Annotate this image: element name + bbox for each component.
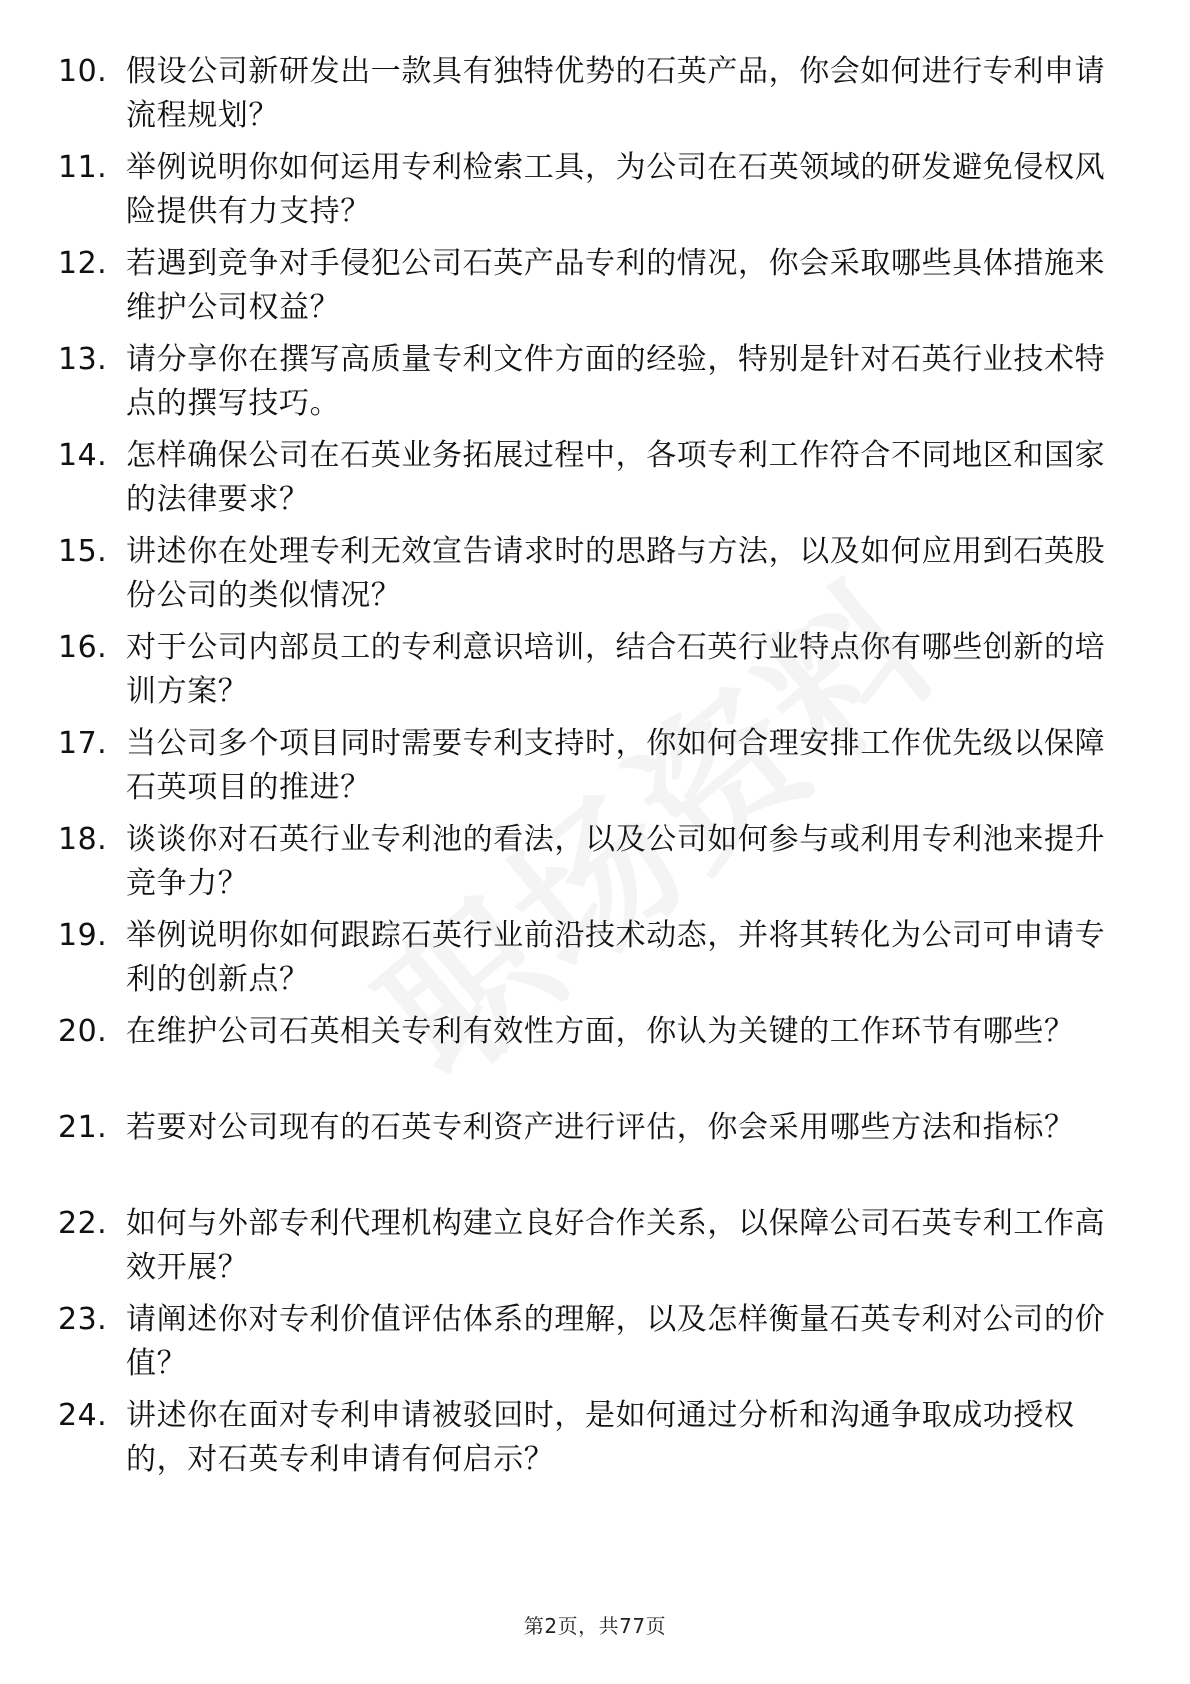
- question-item: [58, 1010, 1118, 1106]
- question-text: 讲述你在面对专利申请被驳回时，是如何通过分析和沟通争取成功授权的，对石英专利申请有何启示？: [126, 1398, 1075, 1477]
- question-number: 23.: [58, 1302, 108, 1337]
- page-footer: 第2页，共77页: [523, 1614, 667, 1638]
- question-text: 举例说明你如何运用专利检索工具，为公司在石英领域的研发避免侵权风险提供有力支持？: [126, 150, 1106, 229]
- question-item: [58, 50, 1118, 146]
- question-item: [58, 914, 1118, 1010]
- question-item: [58, 242, 1118, 338]
- question-item: [58, 1394, 1118, 1490]
- question-item: [58, 1106, 1118, 1202]
- question-text: 当公司多个项目同时需要专利支持时，你如何合理安排工作优先级以保障石英项目的推进？: [126, 726, 1106, 805]
- question-number: 18.: [58, 822, 108, 857]
- question-number: 17.: [58, 726, 108, 761]
- question-item: [58, 1298, 1118, 1394]
- question-item: [58, 530, 1118, 626]
- question-text: 举例说明你如何跟踪石英行业前沿技术动态，并将其转化为公司可申请专利的创新点？: [126, 918, 1106, 997]
- question-list: [58, 50, 1118, 1490]
- question-number: 22.: [58, 1206, 108, 1241]
- question-item: [58, 434, 1118, 530]
- question-number: 24.: [58, 1398, 108, 1433]
- question-text: 若遇到竞争对手侵犯公司石英产品专利的情况，你会采取哪些具体措施来维护公司权益？: [126, 246, 1106, 325]
- question-text: 假设公司新研发出一款具有独特优势的石英产品，你会如何进行专利申请流程规划？: [126, 54, 1106, 133]
- question-number: 11.: [58, 150, 108, 185]
- question-number: 21.: [58, 1110, 108, 1145]
- question-text: 对于公司内部员工的专利意识培训，结合石英行业特点你有哪些创新的培训方案？: [126, 630, 1106, 709]
- question-text: 谈谈你对石英行业专利池的看法，以及公司如何参与或利用专利池来提升竞争力？: [126, 822, 1106, 901]
- question-number: 13.: [58, 342, 108, 377]
- question-item: [58, 818, 1118, 914]
- question-number: 20.: [58, 1014, 108, 1049]
- question-number: 14.: [58, 438, 108, 473]
- question-item: [58, 146, 1118, 242]
- question-number: 15.: [58, 534, 108, 569]
- question-text: 若要对公司现有的石英专利资产进行评估，你会采用哪些方法和指标？: [126, 1110, 1075, 1145]
- question-text: 讲述你在处理专利无效宣告请求时的思路与方法，以及如何应用到石英股份公司的类似情况？: [126, 534, 1106, 613]
- question-item: [58, 338, 1118, 434]
- question-text: 请阐述你对专利价值评估体系的理解，以及怎样衡量石英专利对公司的价值？: [126, 1302, 1106, 1381]
- question-text: 如何与外部专利代理机构建立良好合作关系，以保障公司石英专利工作高效开展？: [126, 1206, 1106, 1285]
- question-item: [58, 1202, 1118, 1298]
- question-item: [58, 722, 1118, 818]
- question-number: 16.: [58, 630, 108, 665]
- question-number: 12.: [58, 246, 108, 281]
- question-item: [58, 626, 1118, 722]
- question-number: 10.: [58, 54, 108, 89]
- question-text: 怎样确保公司在石英业务拓展过程中，各项专利工作符合不同地区和国家的法律要求？: [126, 438, 1106, 517]
- question-text: 请分享你在撰写高质量专利文件方面的经验，特别是针对石英行业技术特点的撰写技巧。: [126, 342, 1106, 421]
- question-number: 19.: [58, 918, 108, 953]
- question-text: 在维护公司石英相关专利有效性方面，你认为关键的工作环节有哪些？: [126, 1014, 1075, 1049]
